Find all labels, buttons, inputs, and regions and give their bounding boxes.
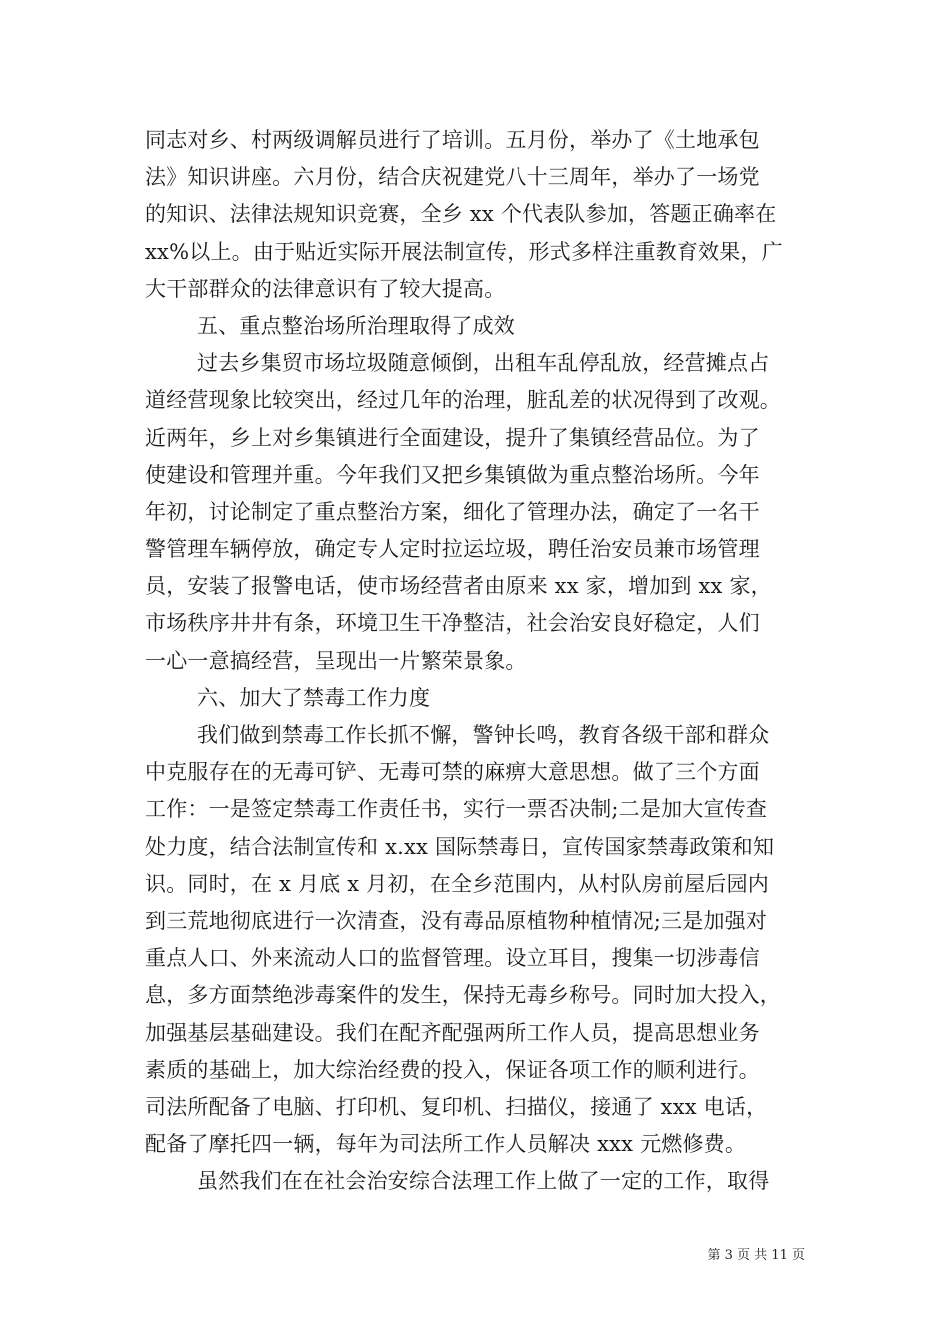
text-line: 的知识、法律法规知识竞赛，全乡 xx 个代表队参加，答题正确率在 xyxy=(145,202,777,227)
text-line: 警管理车辆停放，确定专人定时拉运垃圾，聘任治安员兼市场管理 xyxy=(145,537,760,562)
text-line: 到三荒地彻底进行一次清查，没有毒品原植物种植情况;三是加强对 xyxy=(145,908,768,933)
text-line: 员，安装了报警电话，使市场经营者由原来 xx 家，增加到 xx 家， xyxy=(145,574,772,599)
page-number-footer: 第 3 页 共 11 页 xyxy=(707,1248,805,1263)
text-line: 息，多方面禁绝涉毒案件的发生，保持无毒乡称号。同时加大投入， xyxy=(145,983,781,1008)
text-line: 处力度，结合法制宣传和 x.xx 国际禁毒日，宣传国家禁毒政策和知 xyxy=(145,834,775,859)
text-line: 一心一意搞经营，呈现出一片繁荣景象。 xyxy=(145,648,527,673)
text-line: 过去乡集贸市场垃圾随意倾倒，出租车乱停乱放，经营摊点占 xyxy=(197,351,770,376)
document-body xyxy=(145,122,825,1200)
section-heading: 五、重点整治场所治理取得了成效 xyxy=(197,313,515,338)
text-line: 加强基层基础建设。我们在配齐配强两所工作人员，提高思想业务 xyxy=(145,1020,760,1045)
text-line: 大干部群众的法律意识有了较大提高。 xyxy=(145,276,506,301)
text-line: 同志对乡、村两级调解员进行了培训。五月份，举办了《土地承包 xyxy=(145,128,760,152)
text-line: 使建设和管理并重。今年我们又把乡集镇做为重点整治场所。今年 xyxy=(145,462,760,487)
text-line: xx%以上。由于贴近实际开展法制宣传，形式多样注重教育效果，广 xyxy=(145,239,783,264)
text-line: 我们做到禁毒工作长抓不懈，警钟长鸣，教育各级干部和群众 xyxy=(197,723,770,747)
section-heading: 六、加大了禁毒工作力度 xyxy=(197,685,431,710)
text-line: 市场秩序井井有条，环境卫生干净整洁，社会治安良好稳定，人们 xyxy=(145,611,760,636)
text-line: 工作：一是签定禁毒工作责任书，实行一票否决制;二是加大宣传查 xyxy=(145,797,768,822)
text-line: 重点人口、外来流动人口的监督管理。设立耳目，搜集一切涉毒信 xyxy=(145,946,760,971)
text-line: 中克服存在的无毒可铲、无毒可禁的麻痹大意思想。做了三个方面 xyxy=(145,760,760,785)
text-line: 近两年，乡上对乡集镇进行全面建设，提升了集镇经营品位。为了 xyxy=(145,425,760,450)
text-line: 配备了摩托四一辆，每年为司法所工作人员解决 xxx 元燃修费。 xyxy=(145,1132,747,1157)
text-line: 识。同时，在 x 月底 x 月初，在全乡范围内，从村队房前屋后园内 xyxy=(145,871,769,896)
text-line: 法》知识讲座。六月份，结合庆祝建党八十三周年，举办了一场党 xyxy=(145,165,760,190)
text-line: 素质的基础上，加大综治经费的投入，保证各项工作的顺利进行。 xyxy=(145,1057,760,1082)
text-line: 虽然我们在在社会治安综合法理工作上做了一定的工作，取得 xyxy=(197,1169,770,1194)
text-line: 司法所配备了电脑、打印机、复印机、扫描仪，接通了 xxx 电话， xyxy=(145,1094,768,1119)
text-line: 年初，讨论制定了重点整治方案，细化了管理办法，确定了一名干 xyxy=(145,499,760,524)
text-line: 道经营现象比较突出，经过几年的治理，脏乱差的状况得到了改观。 xyxy=(145,388,781,413)
